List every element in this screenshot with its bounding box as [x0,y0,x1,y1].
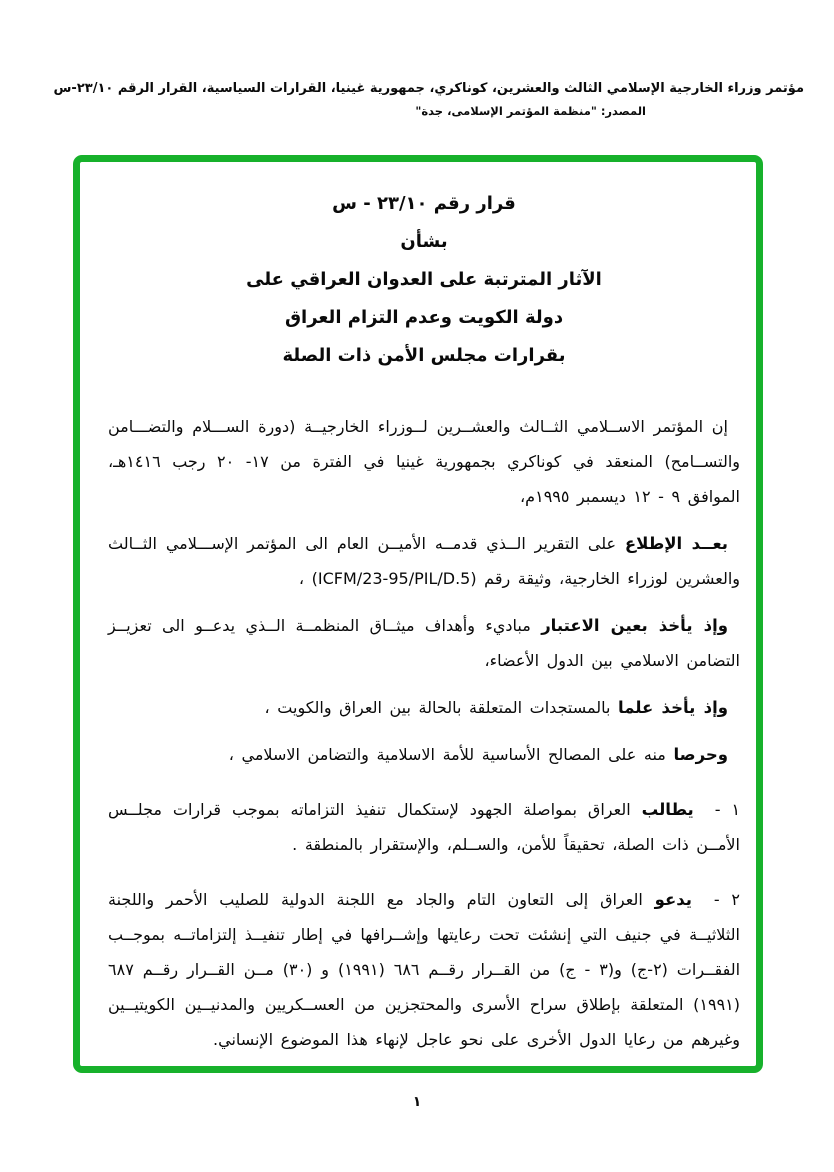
paragraph-text: بالمستجدات المتعلقة بالحالة بين العراق والكويت ، [264,698,611,717]
paragraph-text: إن المؤتمر الاســلامي الثــالث والعشــرين لــوزراء الخارجيــة (دورة الســـلام والتضـــامن والتســامح) المنعقد في كوناكري بجمهورية غينيا في الفترة من ١٧- ٢٠ رجب ١٤١٦هـ، الموافق ٩ - ١٢ ديسمبر ١٩٩٥م، [108,417,740,506]
item-text: العراق إلى التعاون التام والجاد مع اللجنة الدولية للصليب الأحمر واللجنة الثلاثيــة في جنيف التي إنشئت تحت رعايتها وإشــرافها في إطار تنفيــذ إلتزاماتــه بموجــب الفقــرات (٢-ج) و(٣ - ج) من القــرار رقــم ٦٨٦ (١٩٩١) و (٣٠) مــن القــرار رقــم ٦٨٧ (١٩٩١) المتعلقة بإطلاق سراح الأسرى والمحتجزين من العســكريين والمدنيــين الكويتيــين وغيرهم من رعايا الدول الأخرى على نحو عاجل لإنهاء هذا الموضوع الإنساني. [108,890,741,1049]
green-frame [73,155,763,1073]
item-text: العراق بمواصلة الجهود لإستكمال تنفيذ التزاماته بموجب قرارات مجلــس الأمــن ذات الصلة، تحقيقاً للأمن، والســلم، والإستقرار بالمنطقة . [108,800,740,854]
document-header [30,78,804,118]
header-citation-line: مؤتمر وزراء الخارجية الإسلامي الثالث والعشرين، كوناكري، جمهورية غينيا، القرارات السياسية، القرار الرقم ٢٣/١٠-س [53,81,804,96]
page-number: ١ [412,1094,422,1110]
resolution-item-1 [108,792,740,862]
preamble-paragraph-3 [108,608,740,678]
paragraph-lead: وحرصا [673,745,728,764]
resolution-number-line: قرار رقم ٢٣/١٠ - س [332,193,516,214]
preamble-paragraph-4 [108,690,740,725]
paragraph-lead: وإذ يأخذ علما [618,698,728,717]
paragraph-lead: بعــد الإطلاع [624,534,728,553]
header-source-line: المصدر: "منظمة المؤتمر الإسلامى، جدة" [415,104,646,118]
resolution-title-block [108,185,740,375]
title-subject-line-1: الآثار المترتبة على العدوان العراقي على [246,269,602,290]
preamble-paragraph-1 [108,409,740,514]
preamble-paragraph-2 [108,526,740,596]
paragraph-text: منه على المصالح الأساسية للأمة الاسلامية والتضامن الاسلامي ، [228,745,666,764]
title-subject-line-3: بقرارات مجلس الأمن ذات الصلة [282,345,566,366]
preamble-paragraph-5 [108,737,740,772]
item-lead: يطالب [641,800,694,819]
resolution-item-2 [108,882,740,1057]
item-number: ٢ - [713,890,741,909]
item-number: ١ - [714,800,741,819]
paragraph-text: مباديء وأهداف ميثــاق المنظمــة الــذي يدعــو الى تعزيــز التضامن الاسلامي بين الدول الأعضاء، [108,616,740,670]
title-subject-line-2: دولة الكويت وعدم التزام العراق [284,307,564,328]
item-lead: يدعو [654,890,692,909]
resolution-content [80,162,756,1057]
title-regarding-line: بشأن [400,231,448,252]
paragraph-text: على التقرير الــذي قدمــه الأميــن العام الى المؤتمر الإســـلامي الثــالث والعشرين لوزراء الخارجية، وثيقة رقم (ICFM/23-95/PIL/D.5) ، [108,534,740,588]
paragraph-lead: وإذ يأخذ بعين الاعتبار [541,616,728,635]
